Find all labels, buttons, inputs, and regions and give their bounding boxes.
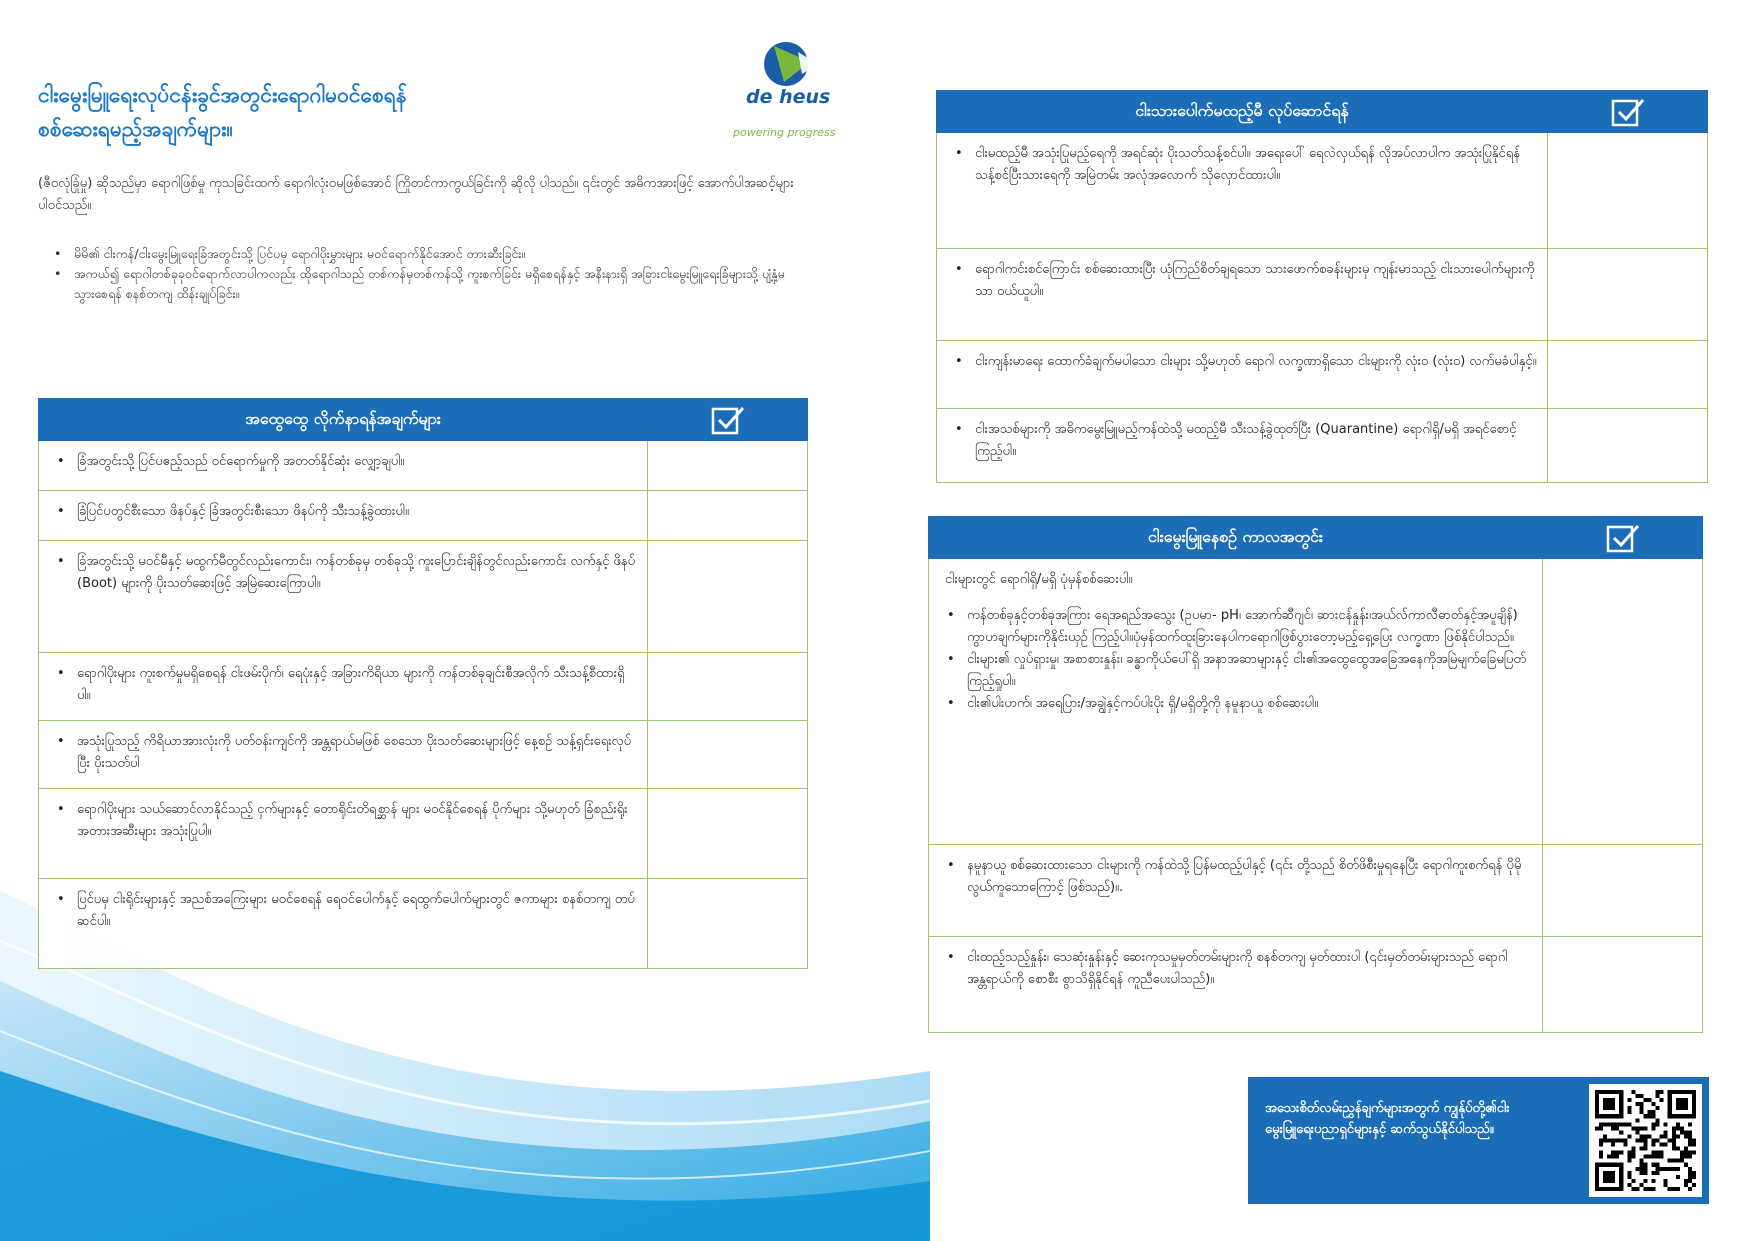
brand-tagline: powering progress [733, 126, 836, 139]
checklist-item: • အသုံးပြုသည့် ကိရိယာအားလုံးကို ပတ်ဝန်းကျင်ကို အန္တရာယ်မဖြစ် စေသော ပိုးသတ်ဆေးများဖြင့် နေ့စဉ် သန့်ရှင်းရေးလုပ်ပြီး ပိုးသတ်ပါ [51, 731, 637, 775]
check-cell[interactable] [1548, 409, 1708, 483]
checklist-item: • ရောဂါကင်းစင်ကြောင်း စစ်ဆေးထားပြီး ယုံကြည်စိတ်ချရသော သားဖောက်စခန်းများမှ ကျန်းမာသည့် ငါးသားပေါက်များကိုသာ ဝယ်ယူပါ။ [949, 259, 1537, 303]
title-line-1: ငါးမွေးမြူရေးလုပ်ငန်းခွင်အတွင်းရောဂါမဝင်စေရန် [38, 83, 407, 107]
checkbox-icon [711, 405, 745, 435]
check-cell[interactable] [1543, 845, 1703, 937]
table-header: ငါးသားပေါက်မထည့်မီ လုပ်ဆောင်ရန် [937, 91, 1548, 133]
checklist-item: • ခြံပြင်ပတွင်စီးသော ဖိနပ်နှင့် ခြံအတွင်းစီးသော ဖိနပ်ကို သီးသန့်ခွဲထားပါ။ [51, 501, 637, 523]
check-cell[interactable] [1548, 249, 1708, 341]
check-cell[interactable] [1543, 937, 1703, 1033]
table-row [39, 879, 808, 969]
table-row [937, 341, 1708, 409]
table-row [39, 789, 808, 879]
table-header-row [937, 91, 1708, 133]
checklist-item: • ရောဂါပိုးများ ကူးစက်မှုမရှိစေရန် ငါးဖမ်းပိုက်၊ ရေပုံးနှင့် အခြားကိရိယာ များကို ကန်တစ်ခုချင်းစီအလိုက် သီးသန့်စီထားရှိပါ။ [51, 663, 637, 707]
table-row [39, 491, 808, 541]
qr-code-icon[interactable] [1595, 1090, 1696, 1191]
check-cell[interactable] [648, 541, 808, 653]
stocking-checklist-table [936, 90, 1708, 483]
table-row [929, 845, 1703, 937]
contact-box [1248, 1077, 1709, 1204]
table-header-row [39, 399, 808, 441]
document-title [38, 78, 718, 146]
checklist-item: • ခြံအတွင်းသို့ မဝင်မီနှင့် မထွက်မီတွင်လည်းကောင်း၊ ကန်တစ်ခုမှ တစ်ခုသို့ ကူးပြောင်းချိန်တွင်လည်းကောင်း လက်နှင့် ဖိနပ် (Boot) များကို ပိုးသတ်ဆေးဖြင့် အမြဲဆေးကြောပါ။ [51, 551, 637, 595]
checklist-item: • နမူနာယူ စစ်ဆေးထားသော ငါးများကို ကန်ထဲသို့ ပြန်မထည့်ပါနှင့် (၎င်း တို့သည် စိတ်ဖိစီးမှုရနေပြီး ရောဂါကူးစက်ရန် ပိုမိုလွယ်ကူသောကြောင့် ဖြစ်သည်)။. [941, 855, 1532, 899]
intro-bullet-list [50, 244, 790, 304]
check-cell[interactable] [648, 789, 808, 879]
check-cell[interactable] [1543, 559, 1703, 845]
checklist-item: • ငါးထည့်သည့်နှုန်း၊ သေဆုံးနှုန်းနှင့် ဆေးကုသမှုမှတ်တမ်းများကို စနစ်တကျ မှတ်ထားပါ (၎င်းမှတ်တမ်းများသည် ရောဂါအန္တရာယ်ကို စောစီး စွာသိရှိနိုင်ရန် ကူညီပေးပါသည်)။ [941, 947, 1532, 991]
checklist-item: • ငါးမထည့်မီ အသုံးပြုမည့်ရေကို အရင်ဆုံး ပိုးသတ်သန့်စင်ပါ။ အရေးပေါ် ရေလဲလှယ်ရန် လိုအပ်လာပါက အသုံးပြုနိုင်ရန် သန့်စင်ပြီးသားရေကို အမြဲတမ်း အလုံအလောက် သိုလှောင်ထားပါ။ [949, 143, 1537, 187]
checklist-item: • ငါးအသစ်များကို အဓိကမွေးမြူမည့်ကန်ထဲသို့ မထည့်မီ သီးသန့်ခွဲထုတ်ပြီး (Quarantine) ရောဂါရှိ/မရှိ အရင်စောင့်ကြည့်ပါ။ [949, 419, 1537, 463]
rearing-period-checklist-table [928, 516, 1703, 1033]
check-cell[interactable] [648, 721, 808, 789]
check-cell[interactable] [648, 879, 808, 969]
table-header: အထွေထွေ လိုက်နာရန်အချက်များ [39, 399, 648, 441]
table-row [937, 409, 1708, 483]
check-cell[interactable] [1548, 341, 1708, 409]
checkbox-icon [1611, 97, 1645, 127]
table-row [929, 937, 1703, 1033]
contact-text: အသေးစိတ်လမ်းညွှန်ချက်များအတွက် ကျွန်ုပ်တို့၏ငါးမွေးမြူရေးပညာရှင်များနှင့် ဆက်သွယ်နိုင်ပါသည်။ [1265, 1101, 1510, 1137]
check-column-header [648, 399, 808, 441]
general-checklist-table [38, 398, 808, 969]
checklist-item: • ခြံအတွင်းသို့ ပြင်ပဧည့်သည် ဝင်ရောက်မှုကို အတတ်နိုင်ဆုံး လျှော့ချပါ။ [51, 451, 637, 473]
table-row [929, 559, 1703, 845]
title-line-2: စစ်ဆေးရမည့်အချက်များ။ [38, 117, 233, 141]
table-row [937, 249, 1708, 341]
check-cell[interactable] [648, 653, 808, 721]
checklist-item: • ရောဂါပိုးများ သယ်ဆောင်လာနိုင်သည့် ငှက်များနှင့် တောရိုင်းတိရစ္ဆာန် များ မဝင်နိုင်စေရန် ပိုက်များ သို့မဟုတ် ခြံစည်းရိုး အတားအဆီးများ အသုံးပြုပါ။ [51, 799, 637, 843]
table-row [39, 441, 808, 491]
intro-bullet: • အကယ်၍ ရောဂါတစ်ခုခုဝင်ရောက်လာပါကလည်း ထိုရောဂါသည် တစ်ကန်မှတစ်ကန်သို့ ကူးစက်ခြင်း မရှိစေရန်နှင့် အနီးနားရှိ အခြားငါးမွေးမြူရေးခြံများသို့ ပျံ့နှံ့မသွားစေရန် စနစ်တကျ ထိန်းချုပ်ခြင်း။ [50, 264, 790, 304]
checklist-sub-list [941, 605, 1532, 715]
check-column-header [1548, 91, 1708, 133]
table-row [39, 653, 808, 721]
checklist-intro: ငါးများတွင် ရောဂါရှိ/မရှိ ပုံမှန်စစ်ဆေးပါ။ [945, 572, 1133, 587]
table-row [937, 133, 1708, 249]
checklist-sub-item: • ငါးများ၏ လှုပ်ရှားမှု၊ အစာစားနှုန်း၊ ခန္ဓာကိုယ်ပေါ်ရှိ အနာအဆာများနှင့် ငါး၏အထွေထွေအခြေအနေကိုအမြဲမျက်ခြေမပြတ် ကြည့်ရှုပါ။ [941, 649, 1532, 693]
checklist-sub-item: • ငါး၏ပါးဟက်၊ အရေပြား/အချွဲနှင့်ကပ်ပါးပိုး ရှိ/မရှိတို့ကို နမူနာယူ စစ်ဆေးပါ။ [941, 693, 1532, 715]
intro-paragraph: (ဇီဝလုံခြုံမှု) ဆိုသည်မှာ ရောဂါဖြစ်မှု ကုသခြင်းထက် ရောဂါလုံးဝမဖြစ်အောင် ကြိုတင်ကာကွယ်ခြင်းကို ဆိုလို ပါသည်။ ၎င်းတွင် အဓိကအားဖြင့် အောက်ပါအဆင့်များ ပါဝင်သည်။ [38, 176, 794, 213]
brand-name: de heus [746, 86, 831, 108]
table-header-row [929, 517, 1703, 559]
check-cell[interactable] [648, 441, 808, 491]
checklist-sub-item: • ကန်တစ်ခုနှင့်တစ်ခုအကြား ရေအရည်အသွေး (ဥပမာ- pH၊ အောက်ဆီဂျင်၊ ဆားငန်နှုန်း၊အယ်လ်ကာလီဓာတ်နှင့်အပူချိန်) ကွာဟချက်များကိုနိုင်းယှဉ် ကြည့်ပါ။ပုံမှန်ထက်ထူးခြားနေပါကရောဂါဖြစ်ပွားတော့မည့်ရှေ့ပြေး လက္ခဏာ ဖြစ်နိုင်ပါသည်။ [941, 605, 1532, 649]
check-column-header [1543, 517, 1703, 559]
checklist-item: • ပြင်ပမှ ငါးရိုင်းများနှင့် အညစ်အကြေးများ မဝင်စေရန် ရေဝင်ပေါက်နှင့် ရေထွက်ပေါက်များတွင် ဇကာများ စနစ်တကျ တပ်ဆင်ပါ။ [51, 889, 637, 933]
table-row [39, 721, 808, 789]
qr-code-frame[interactable] [1589, 1084, 1702, 1197]
intro-bullet: • မိမိ၏ ငါးကန်/ငါးမွေးမြူရေးခြံအတွင်းသို့ ပြင်ပမှ ရောဂါပိုးမွှားများ မဝင်ရောက်နိုင်အောင် တားဆီးခြင်း။ [50, 244, 790, 264]
checklist-item: • ငါးကျန်းမာရေး ထောက်ခံချက်မပါသော ငါးများ သို့မဟုတ် ရောဂါ လက္ခဏာရှိသော ငါးများကို လုံးဝ (လုံးဝ) လက်မခံပါနှင့်။ [949, 351, 1537, 373]
table-row [39, 541, 808, 653]
check-cell[interactable] [1548, 133, 1708, 249]
check-cell[interactable] [648, 491, 808, 541]
checkbox-icon [1606, 523, 1640, 553]
table-header: ငါးမွေးမြူနေစဉ် ကာလအတွင်း [929, 517, 1543, 559]
